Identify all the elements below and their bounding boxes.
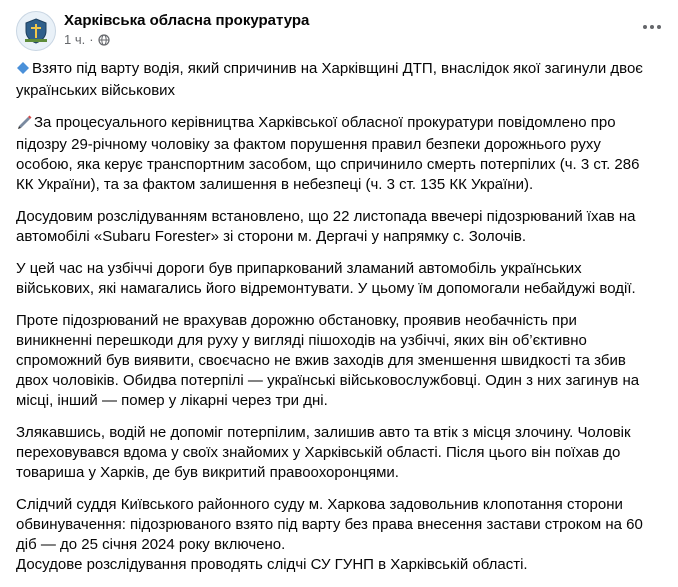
post-paragraph: Досудовим розслідуванням встановлено, що 22 листопада ввечері підозрюваний їхав на автомобілі «Subaru Forester» зі сторони м. Дергачі у напрямку с. Золочів.	[16, 208, 636, 245]
post-paragraph: Досудове розслідування проводять слідчі СУ ГУНП в Харківській області.	[16, 556, 528, 573]
post-timestamp[interactable]: 1 ч.	[64, 32, 86, 47]
post-paragraph: У цей час на узбіччі дороги був припаркований зламаний автомобіль українських військових, які намагались його відремонтувати. У цьому їм допомогали небайдужі водії.	[16, 260, 636, 297]
post-paragraph: Взято під варту водія, який спричинив на Харківщині ДТП, внаслідок якої загинули двоє українських військових	[16, 60, 643, 99]
meta-separator: ·	[89, 32, 94, 47]
pen-icon	[16, 113, 32, 135]
post-meta	[64, 32, 110, 47]
post-paragraph: Проте підозрюваний не врахував дорожню обстановку, проявив необачність при виникненні перешкоди для руху у вигляді пішоходів на узбіччі, яких він об’єктивно спроможний був виявити, своєчасно не вжив заходів для зменшення швидкості та збив двох чоловіків. Обидва потерпілі — українські військовослужбовці. Один з них загинув на місці, інший — помер у лікарні через три дні.	[16, 312, 640, 409]
post-header	[16, 11, 666, 51]
more-options-icon[interactable]	[638, 17, 666, 37]
post-paragraph: Злякавшись, водій не допоміг потерпілим, залишив авто та втік з місця злочину. Чоловік переховувався вдома у своїх знайомих у Харківській області. Після цього він поїхав до товариша у Харків, де був викритий правоохоронцями.	[16, 424, 631, 481]
page-avatar[interactable]	[16, 11, 56, 51]
post-text	[16, 59, 656, 587]
prosecutor-emblem-icon	[21, 16, 51, 46]
post-paragraph: За процесуального керівництва Харківської обласної прокуратури повідомлено про підозру 29-річному чоловіку за фактом порушення правил безпеки дорожнього руху особою, яка керує транспортним засобом, що спричинило смерть потерпілих (ч. 3 ст. 286 КК України), та за фактом залишення в небезпеці (ч. 3 ст. 135 КК України).	[16, 114, 640, 193]
page-name-link[interactable]: Харківська обласна прокуратура	[64, 12, 310, 29]
small-blue-diamond-icon	[16, 61, 30, 81]
post-paragraph: Слідчий суддя Київського районного суду м. Харкова задовольнив клопотання сторони обвинувачення: підозрюваного взято під варту без права внесення застави строком на 60 діб — до 25 січня 2024 року включено.	[16, 496, 643, 553]
globe-icon	[98, 34, 110, 46]
